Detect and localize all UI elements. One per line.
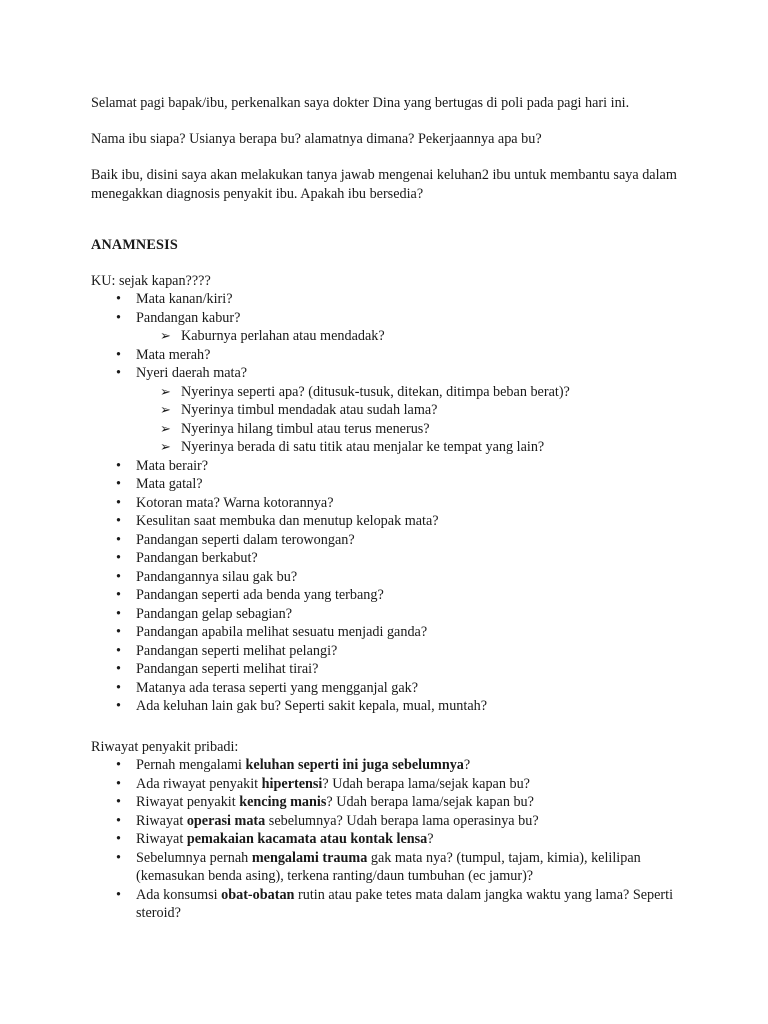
bullet-icon: • (116, 757, 121, 773)
list-item: • Riwayat pemakaian kacamata atau kontak lensa? (116, 831, 434, 847)
arrow-bullet-icon: ➢ (160, 328, 171, 343)
list-item: • Pernah mengalami keluhan seperti ini juga sebelumnya? (116, 757, 471, 773)
intro-consent: Baik ibu, disini saya akan melakukan tanya jawab mengenai keluhan2 ibu untuk membantu saya dalam menegakkan diagnosis penyakit ibu. Apakah ibu bersedia? (91, 167, 677, 202)
bullet-icon: • (116, 698, 121, 714)
list-item: • Pandangan seperti dalam terowongan? (116, 531, 355, 548)
bullet-icon: • (116, 291, 121, 307)
sub-list-item: ➢ Nyerinya berada di satu titik atau menjalar ke tempat yang lain? (160, 439, 545, 455)
arrow-bullet-icon: ➢ (160, 420, 171, 436)
bullet-icon: • (116, 476, 121, 492)
list-item: • Sebelumnya pernah mengalami trauma gak mata nya? (tumpul, tajam, kimia), kelilipan (kemasukan benda asing), terkena ranting/daun tumbuhan (ec jamur)? (116, 849, 641, 884)
list-item: • Pandangan berkabut? (116, 550, 258, 566)
list-item: • Pandangan apabila melihat sesuatu menjadi ganda? (116, 624, 428, 640)
bullet-icon: • (116, 531, 121, 548)
intro-identity: Nama ibu siapa? Usianya berapa bu? alamatnya dimana? Pekerjaannya apa bu? (91, 131, 542, 147)
bullet-icon: • (116, 775, 121, 792)
list-item: • Pandangan gelap sebagian? (116, 605, 293, 622)
list-item: • Kesulitan saat membuka dan menutup kelopak mata? (116, 513, 439, 529)
list-item: • Pandangan seperti melihat tirai? (116, 661, 319, 677)
sub-list (136, 327, 691, 346)
bullet-icon: • (116, 642, 121, 659)
bullet-icon: • (116, 661, 121, 677)
bullet-icon: • (116, 831, 121, 847)
list-item: • Ada konsumsi obat-obatan rutin atau pake tetes mata dalam jangka waktu yang lama? Seperti steroid? (116, 886, 674, 921)
sub-list (136, 383, 691, 457)
bullet-icon: • (116, 587, 121, 603)
anamnesis-heading: ANAMNESIS (91, 237, 178, 253)
list-item: • Mata berair? (116, 457, 209, 474)
intro-greeting: Selamat pagi bapak/ibu, perkenalkan saya dokter Dina yang bertugas di poli pada pagi hari ini. (91, 95, 630, 111)
sub-list-item: ➢ Nyerinya hilang timbul atau terus menerus? (160, 420, 430, 437)
list-item: • Pandangan kabur? ➢ Kaburnya perlahan atau mendadak? (91, 309, 691, 346)
sub-list-item: ➢ Nyerinya timbul mendadak atau sudah lama? (160, 402, 438, 418)
list-item: • Ada riwayat penyakit hipertensi? Udah berapa lama/sejak kapan bu? (116, 775, 530, 792)
bullet-icon: • (116, 513, 121, 529)
list-item: • Mata gatal? (116, 476, 203, 492)
bullet-icon: • (116, 346, 121, 363)
bullet-icon: • (116, 679, 121, 696)
list-item: • Pandangan seperti ada benda yang terbang? (116, 587, 384, 603)
list-item: • Pandangan seperti melihat pelangi? (116, 642, 338, 659)
list-item: • Matanya ada terasa seperti yang mengganjal gak? (116, 679, 419, 696)
bullet-icon: • (116, 365, 121, 381)
bullet-icon: • (116, 568, 121, 585)
bullet-icon: • (116, 886, 121, 903)
rpp-label: Riwayat penyakit pribadi: (91, 739, 239, 755)
arrow-bullet-icon: ➢ (160, 383, 171, 399)
ku-label: KU: sejak kapan???? (91, 273, 211, 289)
list-item: • Nyeri daerah mata? ➢ Nyerinya seperti apa? (ditusuk-tusuk, ditekan, ditimpa beban berat)? ➢ Nyerinya timbul mendadak atau sudah lama? ➢ Nyerinya hilang timbul atau terus menerus? ➢ Nyerinya berada di satu titik atau menjalar ke tempat yang lain? (91, 364, 691, 457)
bullet-icon: • (116, 550, 121, 566)
bullet-icon: • (116, 812, 121, 829)
list-item: • Mata kanan/kiri? (116, 291, 233, 307)
list-item: • Pandangannya silau gak bu? (116, 568, 298, 585)
list-item: • Riwayat penyakit kencing manis? Udah berapa lama/sejak kapan bu? (116, 794, 534, 810)
list-item: • Ada keluhan lain gak bu? Seperti sakit kepala, mual, muntah? (116, 698, 488, 714)
bullet-icon: • (116, 457, 121, 474)
bullet-icon: • (116, 849, 121, 866)
arrow-bullet-icon: ➢ (160, 402, 171, 417)
list-item: • Kotoran mata? Warna kotorannya? (116, 494, 334, 511)
sub-list-item: ➢ Nyerinya seperti apa? (ditusuk-tusuk, ditekan, ditimpa beban berat)? (160, 383, 570, 400)
list-item: • Mata merah? (116, 346, 211, 363)
rpp-list (91, 756, 691, 923)
bullet-icon: • (116, 605, 121, 622)
arrow-bullet-icon: ➢ (160, 439, 171, 454)
ku-list (91, 290, 691, 716)
bullet-icon: • (116, 624, 121, 640)
list-item: • Riwayat operasi mata sebelumnya? Udah berapa lama operasinya bu? (116, 812, 539, 829)
sub-list-item: ➢ Kaburnya perlahan atau mendadak? (160, 328, 385, 344)
bullet-icon: • (116, 309, 121, 326)
bullet-icon: • (116, 494, 121, 511)
bullet-icon: • (116, 794, 121, 810)
